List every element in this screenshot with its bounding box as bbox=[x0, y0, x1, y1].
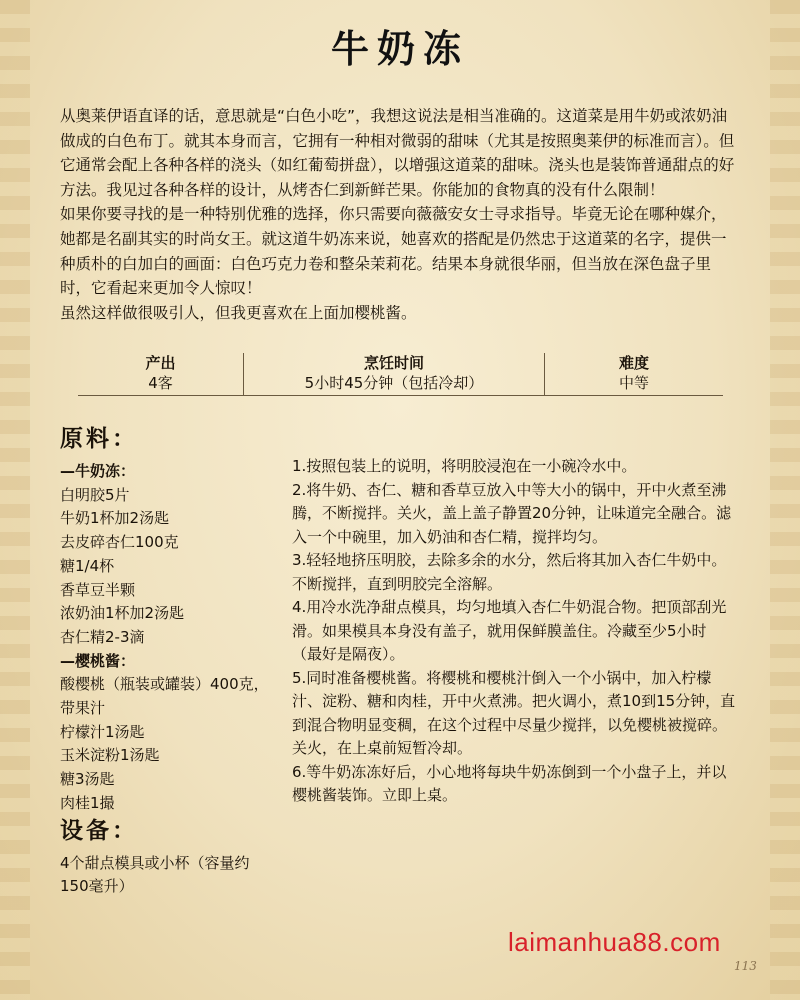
intro-paragraph: 虽然这样做很吸引人，但我更喜欢在上面加樱桃酱。 bbox=[60, 303, 417, 322]
intro-text bbox=[60, 104, 740, 325]
ingredient-group-title: —樱桃酱： bbox=[60, 651, 136, 670]
ingredient-item: 牛奶1杯加2汤匙 bbox=[60, 509, 170, 528]
equipment-heading: 设备： bbox=[60, 817, 138, 844]
right-border-decoration bbox=[770, 0, 800, 1000]
ingredient-item: 去皮碎杏仁100克 bbox=[60, 533, 179, 552]
watermark: laimanhua88.com bbox=[508, 927, 721, 957]
ingredient-item: 糖3汤匙 bbox=[60, 770, 115, 789]
intro-paragraph: 如果你要寻找的是一种特别优雅的选择，你只需要向薇薇安女士寻求指导。毕竟无论在哪种媒介，她都是名副其实的时尚女王。就这道牛奶冻来说，她喜欢的搭配是仍然忠于这道菜的名字，提供一种质朴的白加白的画面：白色巧克力卷和整朵茉莉花。结果本身就很华丽，但当放在深色盘子里时，它看起来更加令人惊叹！ bbox=[60, 205, 727, 298]
ingredient-item: 香草豆半颗 bbox=[60, 580, 136, 599]
ingredient-group-title: —牛奶冻： bbox=[60, 462, 136, 480]
ingredient-item: 糖1/4杯 bbox=[60, 556, 115, 575]
ingredient-item: 肉桂1撮 bbox=[60, 793, 115, 812]
recipe-info-table bbox=[78, 353, 723, 396]
difficulty-column bbox=[545, 353, 723, 395]
time-value: 5小时45分钟（包括冷却） bbox=[304, 374, 484, 392]
yield-value: 4客 bbox=[148, 374, 173, 392]
yield-column bbox=[78, 353, 244, 395]
instruction-step: 4.用冷水洗净甜点模具，均匀地填入杏仁牛奶混合物。把顶部刮光滑。如果模具本身没有盖子，就用保鲜膜盖住。冷藏至少5小时（最好是隔夜）。 bbox=[292, 598, 727, 663]
yield-label: 产出 bbox=[145, 354, 176, 372]
left-border-decoration bbox=[0, 0, 30, 1000]
ingredients-list bbox=[60, 460, 280, 816]
ingredients-heading: 原料： bbox=[60, 425, 138, 452]
instruction-step: 6.等牛奶冻冻好后，小心地将每块牛奶冻倒到一个小盘子上，并以樱桃酱装饰。立即上桌。 bbox=[292, 762, 727, 804]
instruction-step: 3.轻轻地挤压明胶，去除多余的水分，然后将其加入杏仁牛奶中。不断搅拌，直到明胶完全溶解。 bbox=[292, 551, 727, 593]
ingredient-item: 柠檬汁1汤匙 bbox=[60, 722, 145, 741]
intro-paragraph: 从奥莱伊语直译的话，意思就是“白色小吃”，我想这说法是相当准确的。这道菜是用牛奶或浓奶油做成的白色布丁。就其本身而言，它拥有一种相对微弱的甜味（尤其是按照奥莱伊的标准而言）。但它通常会配上各种各样的浇头（如红葡萄拼盘），以增强这道菜的甜味。浇头也是装饰普通甜点的好方法。我见过各种各样的设计，从烤杏仁到新鲜芒果。你能加的食物真的没有什么限制！ bbox=[60, 107, 735, 199]
instruction-step: 5.同时准备樱桃酱。将樱桃和樱桃汁倒入一个小锅中，加入柠檬汁、淀粉、糖和肉桂，开中火煮沸。把火调小，煮10到15分钟，直到混合物明显变稠，在这个过程中尽量少搅拌，以免樱桃被搅碎。关火，在上桌前短暂冷却。 bbox=[292, 668, 736, 757]
instruction-step: 1.按照包装上的说明，将明胶浸泡在一小碗冷水中。 bbox=[292, 457, 637, 475]
ingredient-item: 白明胶5片 bbox=[60, 485, 130, 504]
ingredient-item: 玉米淀粉1汤匙 bbox=[60, 746, 160, 765]
equipment-text: 4个甜点模具或小杯（容量约150毫升） bbox=[60, 854, 250, 895]
ingredient-item: 酸樱桃（瓶装或罐装）400克，带果汁 bbox=[60, 675, 269, 718]
time-column bbox=[244, 353, 545, 395]
difficulty-label: 难度 bbox=[618, 354, 649, 372]
page-number: 113 bbox=[734, 959, 757, 973]
recipe-title: 牛奶冻 bbox=[330, 26, 469, 71]
time-label: 烹饪时间 bbox=[363, 354, 424, 372]
instruction-step: 2.将牛奶、杏仁、糖和香草豆放入中等大小的锅中，开中火煮至沸腾，不断搅拌。关火，盖上盖子静置20分钟，让味道完全融合。滤入一个中碗里，加入奶油和杏仁精，搅拌均匀。 bbox=[292, 480, 732, 546]
ingredient-item: 杏仁精2-3滴 bbox=[60, 627, 145, 646]
ingredient-item: 浓奶油1杯加2汤匙 bbox=[60, 604, 185, 623]
difficulty-value: 中等 bbox=[618, 374, 649, 392]
instructions bbox=[292, 455, 736, 808]
